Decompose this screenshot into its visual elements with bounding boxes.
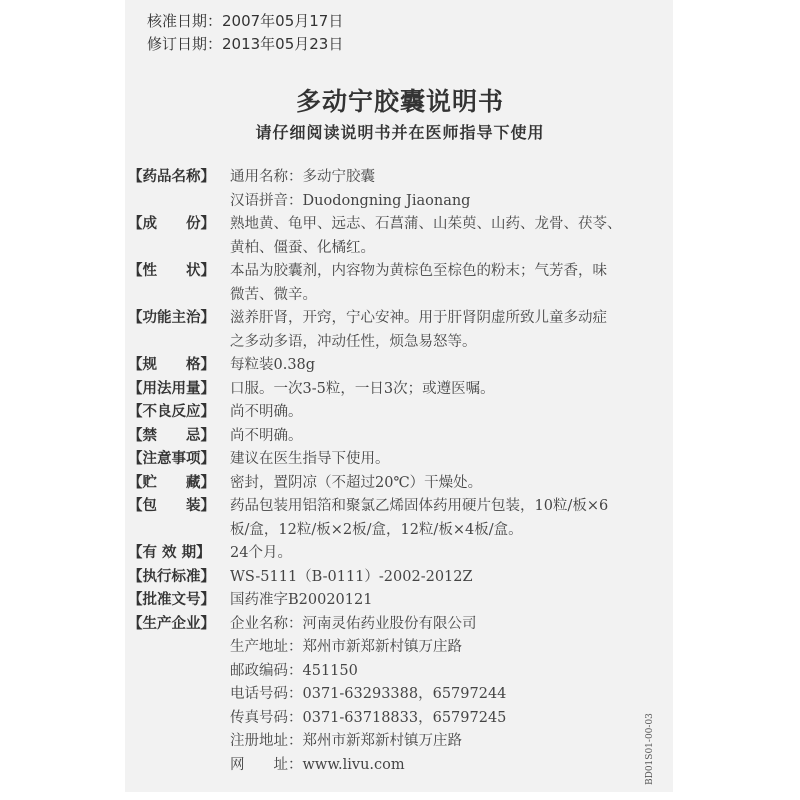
section-row xyxy=(128,213,668,260)
section-line: 滋养肝肾，开窍，宁心安神。用于肝肾阴虚所致儿童多动症 xyxy=(230,310,607,326)
section-line: 本品为胶囊剂，内容物为黄棕色至棕色的粉末；气芳香，味 xyxy=(230,263,607,279)
section-content xyxy=(230,448,668,472)
section-line: 口服。一次3-5粒，一日3次；或遵医嘱。 xyxy=(230,380,495,397)
section-content xyxy=(230,401,668,425)
section-content xyxy=(230,307,668,354)
section-line: 网 址：www.livu.com xyxy=(230,756,405,773)
section-label: 【性 状】 xyxy=(128,263,215,279)
section-label: 【不良反应】 xyxy=(128,404,215,420)
section-label: 【贮 藏】 xyxy=(128,474,215,491)
section-content xyxy=(230,213,668,260)
page-title: 多动宁胶囊说明书 xyxy=(295,87,504,116)
section-label: 【生产企业】 xyxy=(128,615,215,632)
revision-date: 修订日期：2013年05月23日 xyxy=(147,35,344,53)
section-label: 【药品名称】 xyxy=(128,169,215,185)
section-content xyxy=(230,166,668,213)
section-label: 【执行标准】 xyxy=(128,568,215,585)
section-content xyxy=(230,613,668,778)
section-line: 生产地址：郑州市新郑新村镇万庄路 xyxy=(230,639,462,655)
section-line: 板/盒，12粒/板×2板/盒，12粒/板×4板/盒。 xyxy=(230,521,523,538)
section-row xyxy=(128,425,668,449)
section-line: 电话号码：0371-63293388，65797244 xyxy=(230,686,507,702)
print-code: BD01S01-00-03 xyxy=(645,713,655,785)
section-row xyxy=(128,613,668,778)
section-row xyxy=(128,260,668,307)
section-line: 密封，置阴凉（不超过20℃）干燥处。 xyxy=(230,474,483,491)
section-line: 尚不明确。 xyxy=(230,427,303,444)
section-line: 24个月。 xyxy=(230,545,292,561)
section-content xyxy=(230,495,668,542)
section-line: WS-5111（B-0111）-2002-2012Z xyxy=(230,568,473,585)
section-row xyxy=(128,166,668,213)
section-label: 【用法用量】 xyxy=(128,380,215,397)
section-content xyxy=(230,566,668,590)
approval-date: 核准日期：2007年05月17日 xyxy=(147,12,344,30)
section-content xyxy=(230,354,668,378)
section-content xyxy=(230,472,668,496)
section-line: 之多动多语，冲动任性，烦急易怒等。 xyxy=(230,333,477,350)
section-line: 微苦、微辛。 xyxy=(230,286,317,303)
section-line: 建议在医生指导下使用。 xyxy=(230,451,390,467)
section-line: 药品包装用铝箔和聚氯乙烯固体药用硬片包装，10粒/板×6 xyxy=(230,498,609,514)
section-line: 汉语拼音：Duodongning Jiaonang xyxy=(230,192,471,209)
section-line: 邮政编码：451150 xyxy=(230,662,358,679)
section-label: 【有 效 期】 xyxy=(128,545,211,561)
section-line: 传真号码：0371-63718833，65797245 xyxy=(230,709,507,726)
section-row xyxy=(128,448,668,472)
section-content xyxy=(230,378,668,402)
section-line: 黄柏、僵蚕、化橘红。 xyxy=(230,239,375,256)
section-line: 通用名称：多动宁胶囊 xyxy=(230,169,375,185)
leaflet-body xyxy=(128,166,668,777)
section-row xyxy=(128,378,668,402)
section-content xyxy=(230,425,668,449)
section-row xyxy=(128,495,668,542)
section-label: 【批准文号】 xyxy=(128,592,215,608)
section-row xyxy=(128,542,668,566)
section-label: 【禁 忌】 xyxy=(128,427,215,444)
section-label: 【注意事项】 xyxy=(128,451,215,467)
section-line: 注册地址：郑州市新郑新村镇万庄路 xyxy=(230,733,462,749)
section-content xyxy=(230,542,668,566)
section-row xyxy=(128,307,668,354)
section-line: 国药准字B20020121 xyxy=(230,592,373,608)
section-content xyxy=(230,589,668,613)
section-row xyxy=(128,472,668,496)
page-subtitle: 请仔细阅读说明书并在医师指导下使用 xyxy=(255,123,545,142)
section-row xyxy=(128,589,668,613)
section-line: 尚不明确。 xyxy=(230,404,303,420)
section-line: 熟地黄、龟甲、远志、石菖蒲、山茱萸、山药、龙骨、茯苓、 xyxy=(230,216,622,232)
section-content xyxy=(230,260,668,307)
section-label: 【功能主治】 xyxy=(128,310,215,326)
section-label: 【规 格】 xyxy=(128,357,215,373)
dates-block xyxy=(147,10,343,56)
section-row xyxy=(128,354,668,378)
section-label: 【成 份】 xyxy=(128,216,215,232)
section-label: 【包 装】 xyxy=(128,498,215,514)
section-row xyxy=(128,401,668,425)
section-line: 企业名称：河南灵佑药业股份有限公司 xyxy=(230,615,477,632)
section-line: 每粒装0.38g xyxy=(230,357,316,373)
section-row xyxy=(128,566,668,590)
